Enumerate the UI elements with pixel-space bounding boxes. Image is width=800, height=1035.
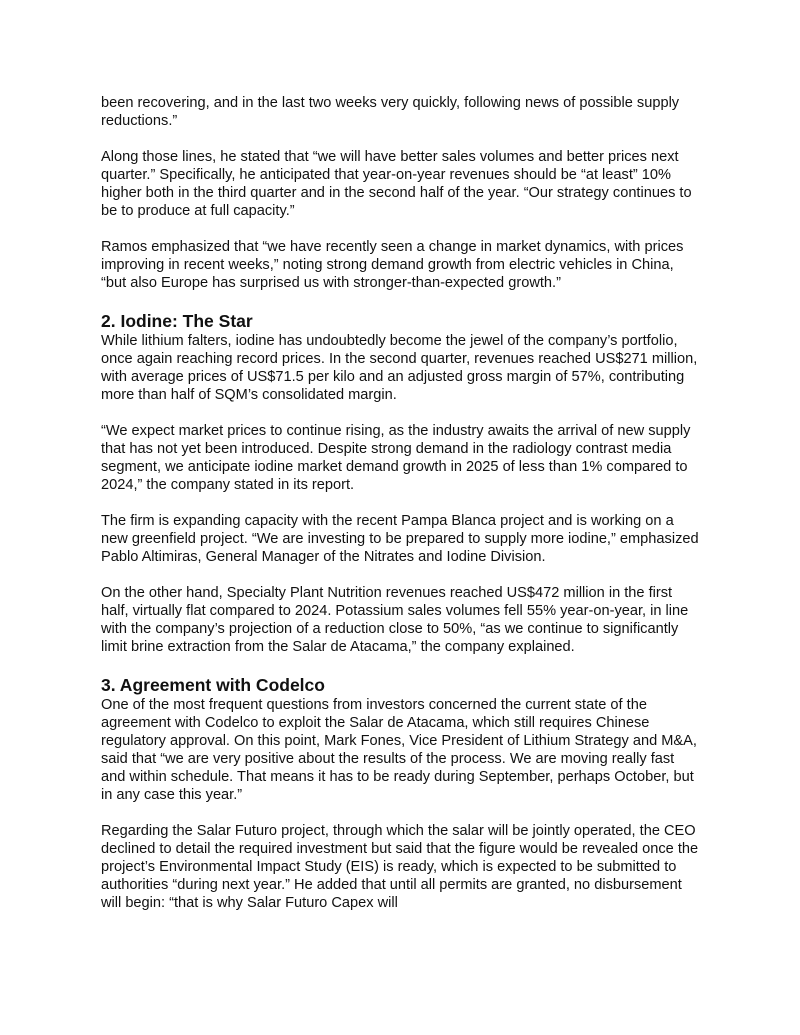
section-3-paragraph-1: One of the most frequent questions from investors concerned the current state of the agreement with Codelco to exploit the Salar de Atacama, which still requires Chinese regulatory approval. On this point, Mark Fones, Vice President of Lithium Strategy and M&A, said that “we are very positive about the results of the process. We are moving really fast and within schedule. That means it has to be ready during September, perhaps October, but in any case this year.” bbox=[101, 697, 697, 803]
section-3-paragraph-2: Regarding the Salar Futuro project, through which the salar will be jointly operated, the CEO declined to detail the required investment but said that the figure would be revealed once the project’s Environmental Impact Study (EIS) is ready, which is expected to be submitted to authorities “during next year.” He added that until all permits are granted, no disbursement will begin: “that is why Salar Futuro Capex will bbox=[101, 823, 699, 911]
section-2-paragraph-2: “We expect market prices to continue rising, as the industry awaits the arrival of new supply that has not yet been introduced. Despite strong demand in the radiology contrast media segment, we anticipate iodine market demand growth in 2025 of less than 1% compared to 2024,” the company stated in its report. bbox=[101, 423, 691, 493]
intro-paragraph-2: Along those lines, he stated that “we will have better sales volumes and better prices next quarter.” Specifically, he anticipated that year-on-year revenues should be “at least” 10% higher both in the third quarter and in the second half of the year. “Our strategy continues to be to produce at full capacity.” bbox=[101, 149, 692, 219]
section-2-paragraph-3: The firm is expanding capacity with the recent Pampa Blanca project and is working on a new greenfield project. “We are investing to be prepared to supply more iodine,” emphasized Pablo Altimiras, General Manager of the Nitrates and Iodine Division. bbox=[101, 513, 699, 565]
document-page bbox=[101, 94, 701, 930]
section-2-paragraph-4: On the other hand, Specialty Plant Nutrition revenues reached US$472 million in the first half, virtually flat compared to 2024. Potassium sales volumes fell 55% year-on-year, in line with the company’s projection of a reduction close to 50%, “as we continue to significantly limit brine extraction from the Salar de Atacama,” the company explained. bbox=[101, 585, 689, 655]
section-3-heading: 3. Agreement with Codelco bbox=[101, 675, 325, 695]
section-2-paragraph-1: While lithium falters, iodine has undoubtedly become the jewel of the company’s portfolio, once again reaching record prices. In the second quarter, revenues reached US$271 million, with average prices of US$71.5 per kilo and an adjusted gross margin of 57%, contributing more than half of SQM’s consolidated margin. bbox=[101, 333, 698, 403]
intro-paragraph-1: been recovering, and in the last two weeks very quickly, following news of possible supply reductions.” bbox=[101, 95, 680, 129]
intro-paragraph-3: Ramos emphasized that “we have recently seen a change in market dynamics, with prices improving in recent weeks,” noting strong demand growth from electric vehicles in China, “but also Europe has surprised us with stronger-than-expected growth.” bbox=[101, 239, 684, 291]
section-2-heading: 2. Iodine: The Star bbox=[101, 311, 253, 331]
